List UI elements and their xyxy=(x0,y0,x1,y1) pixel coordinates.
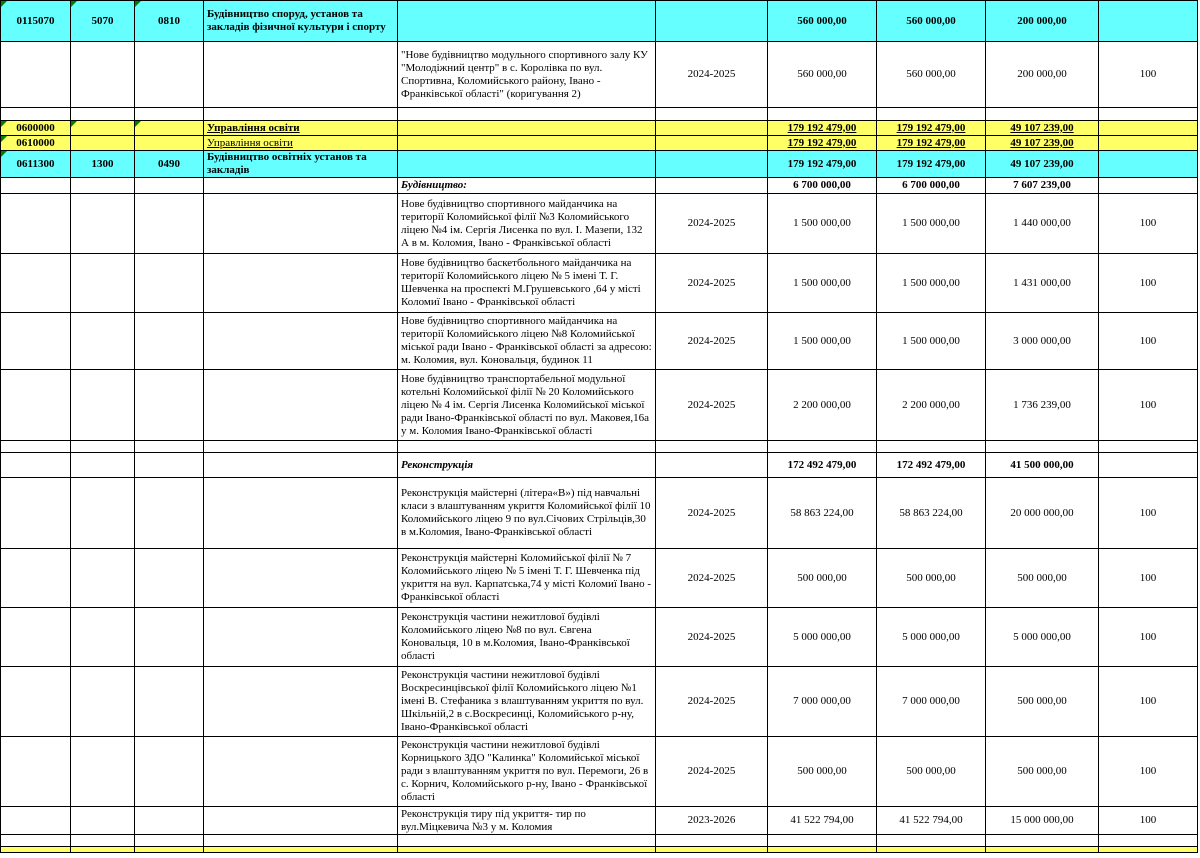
cell-percent[interactable] xyxy=(1099,121,1198,136)
cell-description[interactable]: Нове будівництво спортивного майданчика на території Коломийської філії №3 Коломийського ліцею №4 ім. Сергія Лисенка по вул. І. Мазепи, 132 А в м. Коломия, Івано - Франківської області xyxy=(398,194,656,254)
cell-balance[interactable]: 1 500 000,00 xyxy=(877,313,986,370)
cell-total[interactable]: 500 000,00 xyxy=(768,549,877,608)
empty-cell[interactable] xyxy=(135,441,204,453)
program-row-0115070[interactable] xyxy=(1,1,1198,42)
cell-period[interactable]: 2024-2025 xyxy=(656,549,768,608)
cell-balance[interactable]: 2 200 000,00 xyxy=(877,370,986,441)
cell-balance[interactable]: 5 000 000,00 xyxy=(877,608,986,667)
cell-plan[interactable]: 1 440 000,00 xyxy=(986,194,1099,254)
cell-balance[interactable]: 1 500 000,00 xyxy=(877,254,986,313)
cell-program-name[interactable]: Управління освіти xyxy=(204,121,398,136)
cell-kfk[interactable] xyxy=(71,254,135,313)
cell-program-name[interactable]: Будівництво споруд, установ та закладів фізичної культури і спорту xyxy=(204,1,398,42)
cell-code[interactable] xyxy=(1,608,71,667)
cell-kfk[interactable] xyxy=(71,178,135,194)
cell-fkv[interactable] xyxy=(135,608,204,667)
cell-total[interactable]: 7 000 000,00 xyxy=(768,667,877,737)
cell-plan[interactable]: 500 000,00 xyxy=(986,667,1099,737)
cell-total[interactable]: 560 000,00 xyxy=(768,42,877,108)
cell-program-name[interactable] xyxy=(204,370,398,441)
empty-cell[interactable] xyxy=(398,847,656,853)
cell-fkv[interactable] xyxy=(135,254,204,313)
table-row[interactable] xyxy=(1,370,1198,441)
empty-cell[interactable] xyxy=(877,847,986,853)
cell-period[interactable]: 2024-2025 xyxy=(656,370,768,441)
cell-fkv[interactable] xyxy=(135,194,204,254)
table-row[interactable] xyxy=(1,194,1198,254)
empty-cell[interactable] xyxy=(204,847,398,853)
cell-code[interactable] xyxy=(1,737,71,807)
empty-cell[interactable] xyxy=(768,847,877,853)
cell-code[interactable]: 0611300 xyxy=(1,151,71,178)
empty-cell[interactable] xyxy=(398,108,656,121)
cell-program-name[interactable] xyxy=(204,453,398,478)
cell-fkv[interactable] xyxy=(135,478,204,549)
cell-plan[interactable]: 41 500 000,00 xyxy=(986,453,1099,478)
cell-period[interactable]: 2024-2025 xyxy=(656,737,768,807)
cell-balance[interactable]: 41 522 794,00 xyxy=(877,807,986,835)
cell-balance[interactable]: 6 700 000,00 xyxy=(877,178,986,194)
cell-program-name[interactable] xyxy=(204,194,398,254)
cell-fkv[interactable] xyxy=(135,737,204,807)
cell-period[interactable]: 2024-2025 xyxy=(656,478,768,549)
cell-code[interactable] xyxy=(1,549,71,608)
cell-program-name[interactable] xyxy=(204,478,398,549)
cell-program-name[interactable] xyxy=(204,313,398,370)
cell-description[interactable]: Реконструкція частини нежитлової будівлі Коломийського ліцею №8 по вул. Євгена Коновальця, 10 в м.Коломия, Івано-Франківської області xyxy=(398,608,656,667)
cell-percent[interactable]: 100 xyxy=(1099,807,1198,835)
cell-percent[interactable]: 100 xyxy=(1099,478,1198,549)
cell-percent[interactable]: 100 xyxy=(1099,42,1198,108)
empty-cell[interactable] xyxy=(204,441,398,453)
cell-code[interactable]: 0115070 xyxy=(1,1,71,42)
cell-percent[interactable] xyxy=(1099,178,1198,194)
empty-cell[interactable] xyxy=(71,835,135,847)
cell-program-name[interactable] xyxy=(204,178,398,194)
cell-percent[interactable]: 100 xyxy=(1099,608,1198,667)
table-row[interactable] xyxy=(1,807,1198,835)
table-row[interactable] xyxy=(1,313,1198,370)
empty-cell[interactable] xyxy=(204,108,398,121)
cell-program-name[interactable] xyxy=(204,807,398,835)
cell-period[interactable] xyxy=(656,121,768,136)
cell-plan[interactable]: 1 736 239,00 xyxy=(986,370,1099,441)
cell-plan[interactable]: 49 107 239,00 xyxy=(986,121,1099,136)
partial-row[interactable] xyxy=(1,847,1198,853)
cell-kfk[interactable] xyxy=(71,194,135,254)
empty-cell[interactable] xyxy=(71,441,135,453)
cell-plan[interactable]: 49 107 239,00 xyxy=(986,136,1099,151)
cell-balance[interactable]: 172 492 479,00 xyxy=(877,453,986,478)
cell-fkv[interactable] xyxy=(135,136,204,151)
cell-fkv[interactable]: 0810 xyxy=(135,1,204,42)
cell-code[interactable]: 0610000 xyxy=(1,136,71,151)
cell-program-name[interactable] xyxy=(204,42,398,108)
cell-code[interactable] xyxy=(1,42,71,108)
cell-period[interactable]: 2024-2025 xyxy=(656,313,768,370)
cell-code[interactable]: 0600000 xyxy=(1,121,71,136)
table-row[interactable] xyxy=(1,737,1198,807)
cell-code[interactable] xyxy=(1,370,71,441)
cell-total[interactable]: 58 863 224,00 xyxy=(768,478,877,549)
cell-percent[interactable]: 100 xyxy=(1099,667,1198,737)
cell-kfk[interactable] xyxy=(71,737,135,807)
cell-plan[interactable]: 49 107 239,00 xyxy=(986,151,1099,178)
empty-cell[interactable] xyxy=(656,441,768,453)
cell-description[interactable]: Нове будівництво баскетбольного майданчика на території Коломийського ліцею № 5 імені Т. Г. Шевченка на проспекті М.Грушевського ,64 у місті Коломиї Івано - Франківської області xyxy=(398,254,656,313)
table-row[interactable] xyxy=(1,478,1198,549)
cell-kfk[interactable] xyxy=(71,807,135,835)
cell-fkv[interactable] xyxy=(135,807,204,835)
cell-program-name[interactable]: Управління освіти xyxy=(204,136,398,151)
department-row-0600000[interactable] xyxy=(1,121,1198,136)
cell-percent[interactable]: 100 xyxy=(1099,370,1198,441)
cell-balance[interactable]: 560 000,00 xyxy=(877,1,986,42)
empty-cell[interactable] xyxy=(398,835,656,847)
cell-description[interactable]: Реконструкція частини нежитлової будівлі Корницького ЗДО "Калинка" Коломийської міської ради з влаштуванням укриття по вул. Перемоги, 26 в с. Корнич, Коломийського р-ну, Івано - Франківської області xyxy=(398,737,656,807)
cell-total[interactable]: 1 500 000,00 xyxy=(768,194,877,254)
cell-balance[interactable]: 560 000,00 xyxy=(877,42,986,108)
cell-code[interactable] xyxy=(1,667,71,737)
cell-period[interactable]: 2024-2025 xyxy=(656,42,768,108)
cell-total[interactable]: 179 192 479,00 xyxy=(768,136,877,151)
empty-cell[interactable] xyxy=(877,441,986,453)
empty-cell[interactable] xyxy=(1099,835,1198,847)
cell-balance[interactable]: 7 000 000,00 xyxy=(877,667,986,737)
empty-cell[interactable] xyxy=(1099,847,1198,853)
empty-cell[interactable] xyxy=(768,108,877,121)
cell-kfk[interactable] xyxy=(71,313,135,370)
cell-fkv[interactable] xyxy=(135,178,204,194)
cell-description[interactable]: Нове будівництво транспортабельної модульної котельні Коломийської філії № 20 Коломийського ліцею № 4 ім. Сергія Лисенка Коломийської міської ради Івано-Франківської області по вул. Маковея,16а у м. Коломия Івано-Франківської області xyxy=(398,370,656,441)
cell-total[interactable]: 172 492 479,00 xyxy=(768,453,877,478)
table-row[interactable] xyxy=(1,42,1198,108)
cell-plan[interactable]: 20 000 000,00 xyxy=(986,478,1099,549)
cell-percent[interactable]: 100 xyxy=(1099,737,1198,807)
empty-cell[interactable] xyxy=(1099,108,1198,121)
cell-fkv[interactable] xyxy=(135,370,204,441)
cell-plan[interactable]: 5 000 000,00 xyxy=(986,608,1099,667)
cell-section-label[interactable]: Будівництво: xyxy=(398,178,656,194)
cell-code[interactable] xyxy=(1,194,71,254)
cell-percent[interactable]: 100 xyxy=(1099,254,1198,313)
cell-total[interactable]: 2 200 000,00 xyxy=(768,370,877,441)
cell-description[interactable] xyxy=(398,121,656,136)
cell-fkv[interactable]: 0490 xyxy=(135,151,204,178)
cell-plan[interactable]: 1 431 000,00 xyxy=(986,254,1099,313)
cell-percent[interactable]: 100 xyxy=(1099,549,1198,608)
cell-code[interactable] xyxy=(1,453,71,478)
cell-fkv[interactable] xyxy=(135,313,204,370)
cell-kfk[interactable] xyxy=(71,608,135,667)
cell-program-name[interactable] xyxy=(204,737,398,807)
cell-balance[interactable]: 1 500 000,00 xyxy=(877,194,986,254)
cell-percent[interactable]: 100 xyxy=(1099,194,1198,254)
cell-period[interactable] xyxy=(656,178,768,194)
empty-cell[interactable] xyxy=(768,441,877,453)
cell-plan[interactable]: 200 000,00 xyxy=(986,1,1099,42)
cell-period[interactable] xyxy=(656,151,768,178)
empty-row[interactable] xyxy=(1,108,1198,121)
cell-description[interactable] xyxy=(398,136,656,151)
cell-balance[interactable]: 179 192 479,00 xyxy=(877,151,986,178)
cell-percent[interactable]: 100 xyxy=(1099,313,1198,370)
cell-total[interactable]: 41 522 794,00 xyxy=(768,807,877,835)
cell-total[interactable]: 560 000,00 xyxy=(768,1,877,42)
section-row-construction[interactable] xyxy=(1,178,1198,194)
cell-balance[interactable]: 500 000,00 xyxy=(877,737,986,807)
table-row[interactable] xyxy=(1,254,1198,313)
empty-cell[interactable] xyxy=(986,441,1099,453)
cell-program-name[interactable] xyxy=(204,254,398,313)
cell-period[interactable]: 2024-2025 xyxy=(656,194,768,254)
cell-description[interactable] xyxy=(398,151,656,178)
cell-total[interactable]: 500 000,00 xyxy=(768,737,877,807)
cell-kfk[interactable] xyxy=(71,136,135,151)
cell-period[interactable]: 2023-2026 xyxy=(656,807,768,835)
cell-total[interactable]: 1 500 000,00 xyxy=(768,254,877,313)
cell-balance[interactable]: 58 863 224,00 xyxy=(877,478,986,549)
cell-period[interactable] xyxy=(656,1,768,42)
empty-row[interactable] xyxy=(1,441,1198,453)
cell-plan[interactable]: 500 000,00 xyxy=(986,549,1099,608)
table-row[interactable] xyxy=(1,608,1198,667)
department-row-0610000[interactable] xyxy=(1,136,1198,151)
cell-code[interactable] xyxy=(1,478,71,549)
cell-balance[interactable]: 500 000,00 xyxy=(877,549,986,608)
cell-kfk[interactable] xyxy=(71,667,135,737)
cell-kfk[interactable] xyxy=(71,453,135,478)
cell-program-name[interactable] xyxy=(204,667,398,737)
cell-total[interactable]: 1 500 000,00 xyxy=(768,313,877,370)
empty-cell[interactable] xyxy=(1099,441,1198,453)
cell-kfk[interactable] xyxy=(71,121,135,136)
cell-percent[interactable] xyxy=(1099,136,1198,151)
empty-cell[interactable] xyxy=(656,835,768,847)
cell-total[interactable]: 6 700 000,00 xyxy=(768,178,877,194)
cell-balance[interactable]: 179 192 479,00 xyxy=(877,136,986,151)
cell-total[interactable]: 5 000 000,00 xyxy=(768,608,877,667)
cell-total[interactable]: 179 192 479,00 xyxy=(768,121,877,136)
cell-kfk[interactable]: 1300 xyxy=(71,151,135,178)
cell-percent[interactable] xyxy=(1099,1,1198,42)
cell-fkv[interactable] xyxy=(135,42,204,108)
empty-cell[interactable] xyxy=(1,108,71,121)
empty-cell[interactable] xyxy=(656,847,768,853)
cell-code[interactable] xyxy=(1,178,71,194)
cell-fkv[interactable] xyxy=(135,549,204,608)
cell-period[interactable] xyxy=(656,453,768,478)
cell-percent[interactable] xyxy=(1099,453,1198,478)
cell-kfk[interactable] xyxy=(71,42,135,108)
empty-cell[interactable] xyxy=(135,108,204,121)
empty-cell[interactable] xyxy=(1,847,71,853)
empty-cell[interactable] xyxy=(877,108,986,121)
cell-fkv[interactable] xyxy=(135,453,204,478)
cell-program-name[interactable] xyxy=(204,549,398,608)
cell-fkv[interactable] xyxy=(135,121,204,136)
cell-plan[interactable]: 15 000 000,00 xyxy=(986,807,1099,835)
cell-plan[interactable]: 500 000,00 xyxy=(986,737,1099,807)
cell-description[interactable]: Реконструкція майстерні Коломийської філії № 7 Коломийського ліцею № 5 імені Т. Г. Шевченка під укриття на вул. Карпатська,74 у місті Коломиї Івано - Франківської області xyxy=(398,549,656,608)
cell-code[interactable] xyxy=(1,807,71,835)
empty-cell[interactable] xyxy=(877,835,986,847)
cell-description[interactable]: Реконструкція майстерні (літера«В») під навчальні класи з влаштуванням укриття Коломийської філії 10 Коломийського ліцею 9 по вул.Січових Стрільців,30 в м.Коломия, Івано-Франківської області xyxy=(398,478,656,549)
empty-cell[interactable] xyxy=(71,847,135,853)
empty-cell[interactable] xyxy=(1,441,71,453)
empty-row[interactable] xyxy=(1,835,1198,847)
empty-cell[interactable] xyxy=(656,108,768,121)
cell-kfk[interactable] xyxy=(71,478,135,549)
table-row[interactable] xyxy=(1,667,1198,737)
cell-percent[interactable] xyxy=(1099,151,1198,178)
cell-plan[interactable]: 3 000 000,00 xyxy=(986,313,1099,370)
empty-cell[interactable] xyxy=(135,847,204,853)
section-row-reconstruction[interactable] xyxy=(1,453,1198,478)
cell-period[interactable]: 2024-2025 xyxy=(656,254,768,313)
cell-period[interactable] xyxy=(656,136,768,151)
empty-cell[interactable] xyxy=(1,835,71,847)
cell-period[interactable]: 2024-2025 xyxy=(656,608,768,667)
empty-cell[interactable] xyxy=(986,847,1099,853)
program-row-0611300[interactable] xyxy=(1,151,1198,178)
cell-total[interactable]: 179 192 479,00 xyxy=(768,151,877,178)
cell-section-label[interactable]: Реконструкція xyxy=(398,453,656,478)
cell-description[interactable]: Реконструкція тиру під укриття- тир по вул.Міцкевича №3 у м. Коломия xyxy=(398,807,656,835)
cell-kfk[interactable] xyxy=(71,370,135,441)
empty-cell[interactable] xyxy=(71,108,135,121)
cell-description[interactable]: "Нове будівництво модульного спортивного залу КУ "Молодіжний центр" в с. Королівка по вул. Спортивна, Коломийського району, Івано - Франківської області" (коригування 2) xyxy=(398,42,656,108)
cell-description[interactable]: Реконструкція частини нежитлової будівлі Воскресинцівської філії Коломийського ліцею №1 імені В. Стефаника з влаштуванням укриття по вул. Шкільній,2 в с.Воскресинці, Коломийського р-ну, Івано-Франківської області xyxy=(398,667,656,737)
cell-description[interactable]: Нове будівництво спортивного майданчика на території Коломийського ліцею №8 Коломийської міської ради Івано - Франківської області за адресою: м. Коломия, вул. Коновальця, будинок 11 xyxy=(398,313,656,370)
empty-cell[interactable] xyxy=(986,108,1099,121)
table-row[interactable] xyxy=(1,549,1198,608)
cell-program-name[interactable]: Будівництво освітніх установ та закладів xyxy=(204,151,398,178)
empty-cell[interactable] xyxy=(135,835,204,847)
cell-plan[interactable]: 7 607 239,00 xyxy=(986,178,1099,194)
cell-code[interactable] xyxy=(1,254,71,313)
cell-code[interactable] xyxy=(1,313,71,370)
cell-description[interactable] xyxy=(398,1,656,42)
cell-kfk[interactable]: 5070 xyxy=(71,1,135,42)
empty-cell[interactable] xyxy=(768,835,877,847)
cell-plan[interactable]: 200 000,00 xyxy=(986,42,1099,108)
cell-program-name[interactable] xyxy=(204,608,398,667)
empty-cell[interactable] xyxy=(986,835,1099,847)
cell-fkv[interactable] xyxy=(135,667,204,737)
empty-cell[interactable] xyxy=(398,441,656,453)
cell-period[interactable]: 2024-2025 xyxy=(656,667,768,737)
cell-balance[interactable]: 179 192 479,00 xyxy=(877,121,986,136)
cell-kfk[interactable] xyxy=(71,549,135,608)
empty-cell[interactable] xyxy=(204,835,398,847)
